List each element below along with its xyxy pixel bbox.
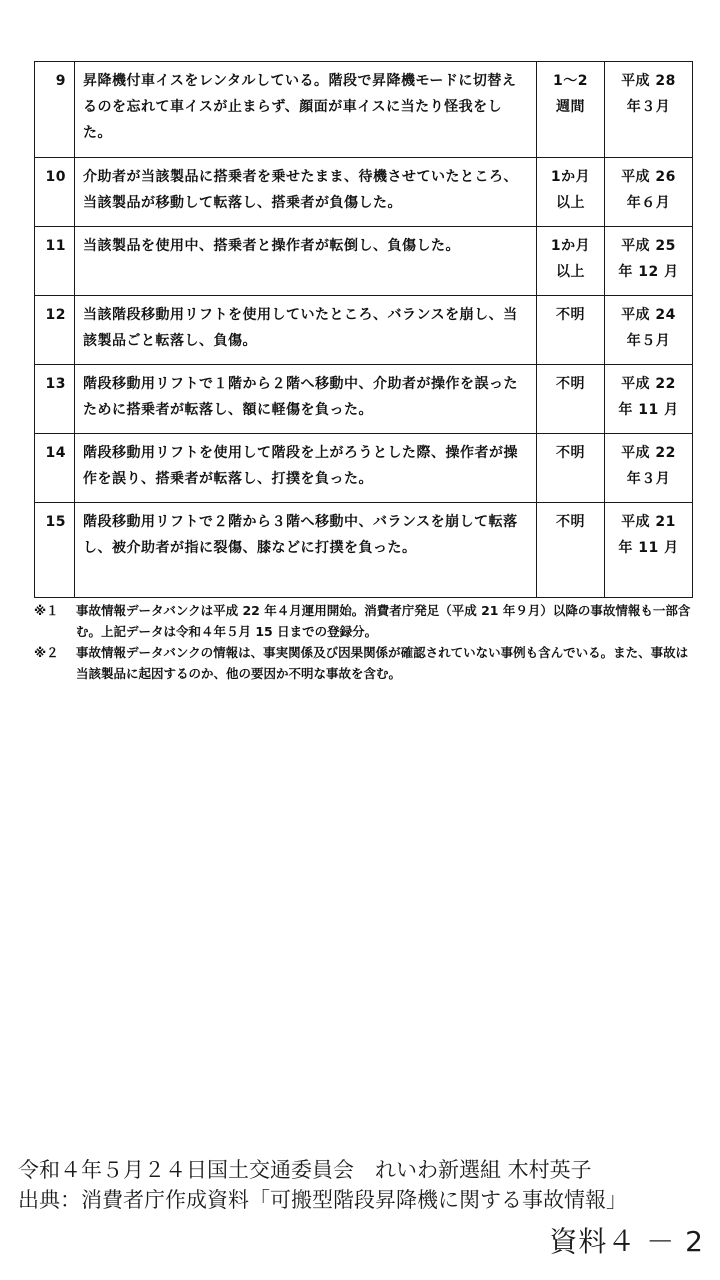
table-row: [35, 62, 693, 158]
footnote-mark: ※２: [34, 645, 59, 660]
incident-description: 当該階段移動用リフトを使用していたところ、バランスを崩し、当該製品ごと転落し、負傷。: [75, 296, 537, 365]
footnote-text: 事故情報データバンクの情報は、事実関係及び因果関係が確認されていない事例も含んでいる。また、事故は当該製品に起因するのか、他の要因か不明な事故を含む。: [76, 645, 689, 681]
row-number: 12: [35, 296, 75, 365]
row-number: 10: [35, 158, 75, 227]
table-row: [35, 365, 693, 434]
incident-description: 階段移動用リフトで２階から３階へ移動中、バランスを崩して転落し、被介助者が指に裂傷、膝などに打撲を負った。: [75, 503, 537, 598]
footnote-text: 事故情報データバンクは平成 22 年４月運用開始。消費者庁発足（平成 21 年９月）以降の事故情報も一部含む。上記データは令和４年５月 15 日までの登録分。: [76, 603, 691, 639]
incident-date: 平成 25 年 12 月: [605, 227, 693, 296]
usage-duration: 1か月 以上: [537, 158, 605, 227]
footnote: [34, 642, 694, 684]
source-footer: [18, 1155, 708, 1215]
incident-description: 階段移動用リフトで１階から２階へ移動中、介助者が操作を誤ったために搭乗者が転落し、額に軽傷を負った。: [75, 365, 537, 434]
incident-date: 平成 22 年 11 月: [605, 365, 693, 434]
footnote: [34, 600, 694, 642]
incident-date: 平成 26 年６月: [605, 158, 693, 227]
incident-description: 介助者が当該製品に搭乗者を乗せたまま、待機させていたところ、当該製品が移動して転落し、搭乗者が負傷した。: [75, 158, 537, 227]
incident-description: 階段移動用リフトを使用して階段を上がろうとした際、操作者が操作を誤り、搭乗者が転落し、打撲を負った。: [75, 434, 537, 503]
footnote-mark: ※１: [34, 603, 59, 618]
incident-description: 昇降機付車イスをレンタルしている。階段で昇降機モードに切替えるのを忘れて車イスが止まらず、顔面が車イスに当たり怪我をした。: [75, 62, 537, 158]
incident-date: 平成 28 年３月: [605, 62, 693, 158]
table-row: [35, 434, 693, 503]
table-row: [35, 503, 693, 598]
usage-duration: 不明: [537, 434, 605, 503]
table-row: [35, 296, 693, 365]
row-number: 15: [35, 503, 75, 598]
usage-duration: 不明: [537, 296, 605, 365]
usage-duration: 不明: [537, 503, 605, 598]
usage-duration: 1か月 以上: [537, 227, 605, 296]
usage-duration: 不明: [537, 365, 605, 434]
source-line: 出典：消費者庁作成資料「可搬型階段昇降機に関する事故情報」: [18, 1188, 627, 1212]
footnotes: [34, 600, 694, 684]
document-id: 資料４ － 2: [549, 1225, 704, 1258]
table-row: [35, 158, 693, 227]
incident-date: 平成 24 年５月: [605, 296, 693, 365]
row-number: 11: [35, 227, 75, 296]
row-number: 9: [35, 62, 75, 158]
incident-date: 平成 22 年３月: [605, 434, 693, 503]
incident-date: 平成 21 年 11 月: [605, 503, 693, 598]
incident-table: [34, 61, 693, 598]
table-row: [35, 227, 693, 296]
committee-line: 令和４年５月２４日国土交通委員会 れいわ新選組 木村英子: [18, 1158, 592, 1182]
incident-description: 当該製品を使用中、搭乗者と操作者が転倒し、負傷した。: [75, 227, 537, 296]
row-number: 13: [35, 365, 75, 434]
usage-duration: 1～2 週間: [537, 62, 605, 158]
row-number: 14: [35, 434, 75, 503]
